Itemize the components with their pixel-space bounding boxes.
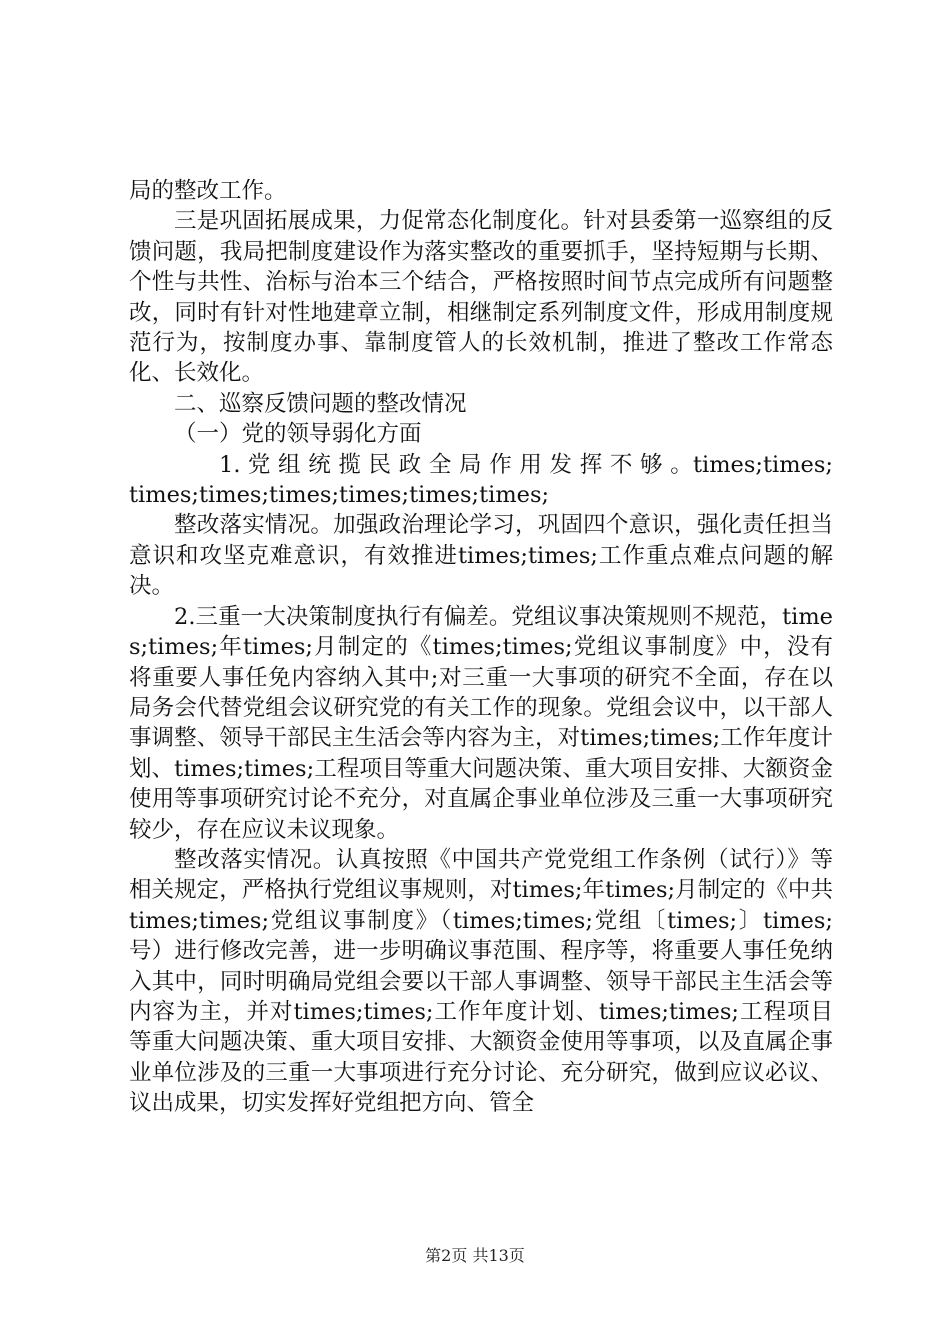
section-heading-2: 二、巡察反馈问题的整改情况 — [174, 390, 467, 417]
subsection-heading-1: （一）党的领导弱化方面 — [174, 421, 422, 448]
document-body — [129, 176, 833, 1119]
paragraph-third-point: 三是巩固拓展成果，力促常态化制度化。针对县委第一巡察组的反馈问题，我局把制度建设作为落实整改的重要抓手，坚持短期与长期、个性与共性、治标与治本三个结合，严格按照时间节点完成所有问题整改，同时有针对性地建章立制，相继制定系列制度文件，形成用制度规范行为，按制度办事、靠制度管人的长效机制，推进了整改工作常态化、长效化。 — [129, 208, 833, 387]
issue-item-1: 1. 党 组 统 揽 民 政 全 局 作 用 发 挥 不 够 。times;times;times;times;times;times;times;times; — [129, 451, 833, 509]
rectification-paragraph-1: 整改落实情况。加强政治理论学习，巩固四个意识，强化责任担当意识和攻坚克难意识，有效推进times;times;工作重点难点问题的解决。 — [129, 512, 833, 600]
page-footer: 第2页 共13页 — [425, 1246, 525, 1265]
rectification-paragraph-2: 整改落实情况。认真按照《中国共产党党组工作条例（试行）》等相关规定，严格执行党组议事规则，对times;年times;月制定的《中共times;times;党组议事制度》（times;times;党组〔times;〕times;号）进行修改完善，进一步明确议事范围、程序等，将重要人事任免纳入其中，同时明确局党组会要以干部人事调整、领导干部民主生活会等内容为主，并对times;times;工作年度计划、times;times;工程项目等重大问题决策、重大项目安排、大额资金使用等事项，以及直属企事业单位涉及的三重一大事项进行充分讨论、充分研究，做到应议必议、议出成果，切实发挥好党组把方向、管全 — [129, 846, 833, 1117]
issue-item-2: 2.三重一大决策制度执行有偏差。党组议事决策规则不规范，times;times;年times;月制定的《times;times;党组议事制度》中，没有将重要人事任免内容纳入其中;对三重一大事项的研究不全面，存在以局务会代替党组会议研究党的有关工作的现象。党组会议中，以干部人事调整、领导干部民主生活会等内容为主，对times;times;工作年度计划、times;times;工程项目等重大问题决策、重大项目安排、大额资金使用等事项研究讨论不充分，对直属企事业单位涉及三重一大事项研究较少，存在应议未议现象。 — [129, 603, 833, 843]
paragraph-continuation: 局的整改工作。 — [129, 178, 287, 204]
